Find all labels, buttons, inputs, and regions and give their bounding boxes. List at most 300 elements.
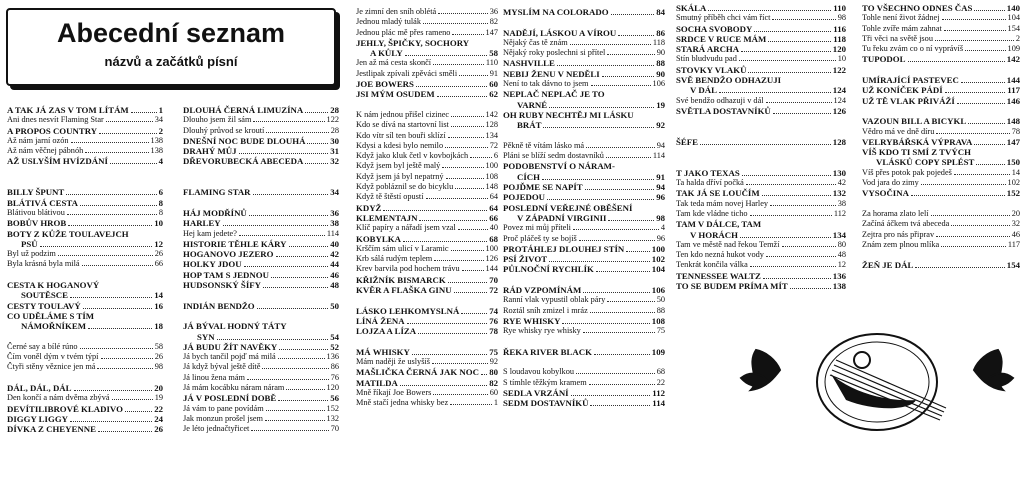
entry-title: T JAKO TEXAS: [676, 167, 740, 178]
dot-leader: [908, 61, 1005, 62]
dot-leader: [66, 194, 156, 195]
dot-leader: [99, 133, 156, 134]
entry-title: Byla krásná byla milá: [7, 259, 80, 269]
dot-leader: [247, 379, 329, 380]
dot-leader: [400, 385, 487, 386]
spacer: [7, 167, 163, 177]
entry-title: CÍCH: [517, 171, 540, 182]
page-number: 86: [656, 27, 665, 38]
page-number: 46: [330, 269, 339, 280]
entry-title: Když jako kluk četl v kovbojkách: [356, 151, 469, 161]
page-number: 36: [489, 7, 498, 16]
dot-leader: [458, 229, 488, 230]
page-subtitle: názvů a začátků písní: [104, 54, 238, 69]
dot-leader: [611, 14, 655, 15]
dot-leader: [450, 404, 492, 405]
entry-title: HISTORIE TĚHLE KÁRY: [183, 238, 287, 249]
entry-title: Já když býval ještě dítě: [183, 362, 261, 372]
index-entry-continuation: [356, 48, 498, 58]
entry-title: HOP TAM S JEDNOU: [183, 269, 269, 280]
page-number: 102: [1007, 178, 1020, 188]
entry-title: FLAMING STAR: [183, 187, 251, 198]
index-entry-title: [503, 244, 665, 254]
spacer: [862, 106, 1020, 116]
page-number: 68: [656, 367, 665, 377]
index-entry-firstline: [183, 373, 339, 383]
index-entry-title: [503, 69, 665, 79]
page-number: 34: [330, 187, 339, 198]
entry-title: Mně říkají Joe Bowers: [356, 387, 432, 397]
entry-title: Když pobláznil se do bicyklu: [356, 182, 454, 192]
dot-leader: [451, 126, 484, 127]
page-number: 126: [485, 254, 498, 264]
dot-leader: [543, 127, 654, 128]
dot-leader: [307, 143, 328, 144]
dot-leader: [782, 246, 836, 247]
entry-title: Já vám to pane povídám: [183, 403, 264, 413]
index-entry-title: [862, 147, 1020, 157]
entry-title: BILLY ŠPUNT: [7, 187, 65, 198]
page-number: 82: [489, 17, 498, 27]
index-entry-firstline: [7, 352, 163, 362]
index-entry-title: [7, 105, 163, 115]
index-entry-title: [676, 24, 846, 34]
dot-leader: [262, 368, 328, 369]
entry-title: UŽ KONÍČEK PÁDÍ: [862, 85, 943, 96]
dot-leader: [596, 271, 650, 272]
index-entry-title: [183, 105, 339, 115]
dot-leader: [935, 40, 1014, 41]
index-entry-title: [183, 259, 339, 269]
entry-title: Není to tak dávno to jsem: [503, 79, 589, 89]
page-number: 122: [326, 115, 339, 125]
entry-title: Tam kde vládne ticho: [676, 208, 748, 218]
index-entry-firstline: [503, 378, 665, 388]
index-entry-title: [676, 3, 846, 13]
dot-leader: [936, 236, 1010, 237]
page-number: 112: [652, 387, 665, 398]
entry-title: Krb sálá rudým teplem: [356, 254, 433, 264]
dot-leader: [286, 389, 324, 390]
entry-title: Znám zem plnou mlíka: [862, 239, 940, 249]
entry-title: V ZÁPADNÍ VIRGINII: [517, 212, 607, 223]
dot-leader: [754, 31, 831, 32]
index-entry-title: [183, 146, 339, 156]
index-entry-title: [356, 347, 498, 357]
index-entry-title: [183, 239, 339, 249]
entry-title: Své bendžo odhazuji v dál: [676, 95, 764, 105]
dot-leader: [251, 430, 328, 431]
page-number: 10: [837, 54, 846, 64]
entry-title: Smutný příběh chci vám říct: [676, 13, 771, 23]
dot-leader: [244, 266, 329, 267]
entry-title: Den končí a nám dvěma zbývá: [7, 393, 110, 403]
dot-leader: [426, 198, 488, 199]
entry-title: MATILDA: [356, 377, 398, 388]
entry-title: Tři věci na světě jsou: [862, 33, 933, 43]
index-entry-firstline: [862, 127, 1020, 137]
page-number: 80: [489, 367, 498, 378]
dot-leader: [589, 384, 655, 385]
page-number: 138: [832, 281, 846, 292]
entry-title: SEDLA VRZÁNÍ: [503, 387, 569, 398]
page-number: 26: [154, 249, 163, 259]
dot-leader: [442, 167, 483, 168]
spacer: [7, 177, 163, 187]
page-number: 56: [330, 393, 339, 404]
dot-leader: [461, 313, 487, 314]
dot-leader: [911, 195, 1005, 196]
index-entry-firstline: [356, 28, 498, 38]
dot-leader: [266, 132, 328, 133]
dot-leader: [766, 256, 836, 257]
entry-title: SOUTĚSCE: [21, 290, 68, 301]
dot-leader: [454, 292, 488, 293]
dot-leader: [434, 260, 483, 261]
entry-title: TAM V DÁLCE, TAM: [676, 219, 762, 230]
dot-leader: [459, 75, 488, 76]
entry-title: PSÍ ŽIVOT: [503, 254, 548, 265]
dot-leader: [383, 210, 487, 211]
dot-leader: [433, 64, 484, 65]
spacer: [676, 127, 846, 137]
page-number: 76: [489, 315, 498, 326]
dot-leader: [67, 214, 157, 215]
entry-title: DLOUHÁ ČERNÁ LIMUZÍNA: [183, 105, 304, 115]
dot-leader: [790, 288, 831, 289]
dot-leader: [106, 121, 153, 122]
page-number: 154: [1006, 260, 1020, 271]
spacer: [862, 250, 1020, 260]
dot-leader: [432, 363, 488, 364]
entry-title: Ani dnes nesvít Flaming Star: [7, 115, 104, 125]
index-entry-firstline: [183, 414, 339, 424]
index-entry-firstline: [503, 306, 665, 316]
index-entry-firstline: [356, 110, 498, 120]
spacer: [183, 177, 339, 187]
dot-leader: [562, 323, 649, 324]
dot-leader: [768, 41, 831, 42]
entry-title: JÁ BUDU ŽÍT NAVĚKY: [183, 341, 278, 352]
entry-title: TAK JÁ SE LOUČÍM: [676, 188, 760, 199]
dot-leader: [71, 142, 149, 143]
dot-leader: [416, 86, 487, 87]
index-entry-firstline: [676, 250, 846, 260]
index-entry-continuation: [503, 172, 665, 182]
entry-title: Já mám kocábku náram náram: [183, 383, 285, 393]
page-number: 126: [832, 105, 846, 116]
page-number: 142: [1006, 54, 1020, 65]
entry-title: NEPLAČ NEPLAČ JE TO: [503, 89, 605, 100]
entry-title: Vod jara do zimy: [862, 178, 919, 188]
dot-leader: [976, 164, 1004, 165]
dot-leader: [750, 266, 836, 267]
entry-title: Když jsem já byl nepatrný: [356, 171, 444, 181]
spacer: [183, 198, 339, 208]
index-entry-firstline: [7, 146, 163, 156]
index-entry-firstline: [183, 404, 339, 414]
dot-leader: [606, 157, 651, 158]
dot-leader: [405, 55, 488, 56]
index-entry-firstline: [862, 13, 1020, 23]
page-number: 68: [489, 233, 498, 244]
page-number: 116: [833, 23, 846, 34]
dot-leader: [445, 147, 488, 148]
dot-leader: [944, 30, 1006, 31]
page-number: 88: [656, 58, 665, 69]
page-number: 109: [1007, 44, 1020, 54]
index-entry-title: [503, 192, 665, 202]
entry-title: KOBYLKA: [356, 233, 401, 244]
dot-leader: [750, 215, 832, 216]
entry-title: KŘIŽNÍK BISMARCK: [356, 274, 446, 285]
dot-leader: [217, 339, 329, 340]
dot-leader: [965, 50, 1005, 51]
index-entry-firstline: [676, 260, 846, 270]
dot-leader: [70, 421, 152, 422]
dot-leader: [80, 348, 153, 349]
dot-leader: [419, 220, 487, 221]
index-entry-firstline: [503, 38, 665, 48]
page-number: 146: [1006, 95, 1020, 106]
index-entry-firstline: [7, 115, 163, 125]
entry-title: LÍNÁ ŽENA: [356, 315, 405, 326]
entry-title: JÁ V POSLEDNÍ DOBĚ: [183, 393, 277, 404]
page-number: 152: [1006, 188, 1020, 199]
entry-title: Jednou mladý tulák: [356, 17, 421, 27]
index-entry-firstline: [356, 223, 498, 233]
page-number: 78: [489, 326, 498, 337]
dot-leader: [452, 34, 483, 35]
dot-leader: [974, 144, 1004, 145]
entry-title: Je léto jednačtyřicet: [183, 424, 250, 434]
dot-leader: [462, 270, 484, 271]
page-number: 70: [489, 274, 498, 285]
entry-title: ŠÉFE: [676, 136, 699, 147]
page-number: 4: [158, 156, 163, 167]
page-number: 96: [656, 233, 665, 243]
spacer: [183, 311, 339, 321]
index-entry-continuation: [503, 213, 665, 223]
index-entry-firstline: [7, 393, 163, 403]
page-number: 128: [832, 136, 846, 147]
dot-leader: [305, 163, 328, 164]
page-number: 138: [150, 146, 163, 156]
index-entry-title: [356, 203, 498, 213]
page-number: 46: [1011, 229, 1020, 239]
page-number: 6: [158, 187, 163, 198]
page-number: 90: [656, 48, 665, 58]
index-entry-title: [676, 168, 846, 178]
spacer: [356, 100, 498, 110]
page-number: 18: [154, 321, 163, 332]
index-entry-firstline: [503, 48, 665, 58]
entry-title: Zejtra pro nás připrav: [862, 229, 935, 239]
dot-leader: [438, 13, 488, 14]
entry-title: RYE WHISKY: [503, 315, 561, 326]
title-box: [6, 8, 336, 86]
page-number: 66: [489, 212, 498, 223]
index-entry-title: [356, 89, 498, 99]
index-entry-firstline: [356, 357, 498, 367]
page-number: 60: [489, 79, 498, 90]
spacer: [356, 337, 498, 347]
index-entry-firstline: [356, 120, 498, 130]
page-number: 91: [489, 68, 498, 78]
page-number: 22: [154, 403, 163, 414]
dot-leader: [607, 54, 654, 55]
entry-title: DÍVKA Z CHEYENNE: [7, 424, 96, 435]
entry-title: Když tě štěstí opustí: [356, 192, 424, 202]
entry-title: Hej kam jedete?: [183, 228, 237, 238]
entry-title: VAZOUN BILL A BICYKL: [862, 116, 967, 127]
page-number: 44: [330, 259, 339, 270]
dot-leader: [470, 157, 492, 158]
index-entry-title: [356, 213, 498, 223]
index-entry-firstline: [183, 229, 339, 239]
dot-leader: [265, 420, 325, 421]
index-entry-title: [7, 301, 163, 311]
entry-title: Dlouhý průvod se kroutí: [183, 125, 265, 135]
dot-leader: [412, 354, 487, 355]
page-number: 10: [154, 218, 163, 229]
index-entry-title: [676, 271, 846, 281]
page-number: 58: [154, 341, 163, 351]
index-entry-continuation: [183, 332, 339, 342]
index-entry-title: [7, 229, 163, 239]
page-number: 54: [330, 331, 339, 342]
dot-leader: [125, 411, 152, 412]
index-entry-title: [676, 137, 846, 147]
page-number: 22: [656, 377, 665, 387]
page-number: 34: [154, 115, 163, 125]
dot-leader: [131, 112, 157, 113]
dot-leader: [773, 113, 831, 114]
index-entry-firstline: [862, 209, 1020, 219]
index-entry-title: [183, 136, 339, 146]
page-number: 98: [837, 13, 846, 23]
index-entry-firstline: [503, 234, 665, 244]
page-number: 80: [837, 239, 846, 249]
index-entry-title: [356, 275, 498, 285]
page-number: 108: [485, 171, 498, 181]
page-number: 38: [837, 198, 846, 208]
dot-leader: [451, 116, 483, 117]
page-number: 20: [1011, 208, 1020, 218]
index-entry-firstline: [862, 178, 1020, 188]
index-entry-continuation: [862, 157, 1020, 167]
dot-leader: [583, 332, 655, 333]
index-entry-title: [356, 234, 498, 244]
entry-title: Nějaký roky poslechni si přítel: [503, 48, 606, 58]
dot-leader: [239, 235, 325, 236]
dot-leader: [583, 292, 650, 293]
dot-leader: [110, 163, 157, 164]
entry-title: STARÁ ARCHA: [676, 44, 740, 55]
page-number: 110: [833, 3, 846, 13]
entry-title: Byl už podzim: [7, 249, 56, 259]
page-number: 72: [489, 140, 498, 150]
page-number: 147: [1006, 136, 1020, 147]
index-entry-title: [7, 187, 163, 197]
index-entry-firstline: [503, 367, 665, 377]
dot-leader: [772, 19, 835, 20]
entry-title: TO SE BUDEM PRÍMA MÍT: [676, 281, 788, 292]
dot-leader: [98, 431, 152, 432]
dot-leader: [951, 225, 1009, 226]
entry-title: Povez mi můj příteli: [503, 223, 571, 233]
index-entry-firstline: [183, 126, 339, 136]
spacer: [503, 357, 665, 367]
index-entry-title: [862, 85, 1020, 95]
dot-leader: [101, 358, 153, 359]
index-entry-title: [7, 280, 163, 290]
index-entry-title: [862, 188, 1020, 198]
dot-leader: [626, 251, 650, 252]
entry-title: A KŮLY: [370, 48, 403, 59]
entry-title: Ranní vlak vypustil oblak páry: [503, 295, 606, 305]
dot-leader: [549, 261, 650, 262]
dot-leader: [576, 373, 655, 374]
dot-leader: [70, 297, 152, 298]
entry-title: SRDCE V RUCE MÁM: [676, 33, 767, 44]
dot-leader: [266, 410, 325, 411]
page-number: 100: [651, 243, 665, 254]
page-number: 32: [1011, 219, 1020, 229]
entry-title: KLEMENTAJN: [356, 212, 418, 223]
index-entry-title: [862, 3, 1020, 13]
page-number: 138: [150, 135, 163, 145]
index-entry-firstline: [356, 244, 498, 254]
entry-title: Tu řeku zvám co o ní vyprávíš: [862, 44, 964, 54]
index-entry-title: [503, 28, 665, 38]
index-entry-title: [676, 106, 846, 116]
dot-leader: [573, 229, 659, 230]
spacer: [676, 147, 846, 157]
entry-title: NASHVILLE: [503, 58, 555, 69]
index-entry-title: [356, 306, 498, 316]
page-number: 90: [656, 68, 665, 79]
dot-leader: [766, 102, 832, 103]
entry-title: PROTÁHLEJ DLOUHEJ STÍN: [503, 243, 625, 254]
index-entry-title: [356, 316, 498, 326]
dot-leader: [974, 10, 1004, 11]
dot-leader: [549, 107, 654, 108]
index-entry-title: [183, 218, 339, 228]
dot-leader: [433, 394, 487, 395]
page-number: 24: [154, 413, 163, 424]
page-number: 100: [485, 243, 498, 253]
entry-title: S loudavou kobylkou: [503, 367, 574, 377]
dot-leader: [719, 92, 831, 93]
entry-title: HUDSONSKÝ ŠÍFY: [183, 280, 261, 291]
entry-title: Vědro má ve dně díru: [862, 126, 935, 136]
dot-leader: [448, 282, 488, 283]
dot-leader: [954, 174, 1010, 175]
index-column-2: [183, 105, 339, 435]
dot-leader: [931, 215, 1010, 216]
dot-leader: [451, 250, 484, 251]
page-number: 75: [489, 346, 498, 357]
dot-leader: [585, 189, 655, 190]
page-number: 28: [330, 105, 339, 115]
dot-leader: [80, 205, 157, 206]
index-entry-title: [503, 7, 665, 17]
entry-title: BRÁT: [517, 120, 542, 131]
index-entry-firstline: [356, 58, 498, 68]
page-number: 6: [493, 151, 498, 161]
index-entry-title: [503, 161, 665, 171]
